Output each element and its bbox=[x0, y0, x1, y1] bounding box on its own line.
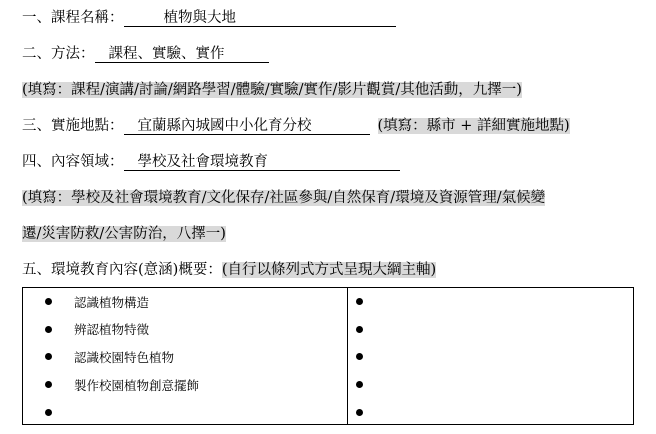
location-field[interactable]: 宜蘭縣內城國中小化育分校 bbox=[124, 116, 370, 135]
outline-right-column bbox=[348, 288, 633, 424]
bullet-icon bbox=[356, 409, 363, 416]
bullet-icon bbox=[356, 298, 363, 305]
bullet-icon bbox=[45, 409, 52, 416]
domain-field[interactable]: 學校及社會環境教育 bbox=[124, 152, 400, 171]
location-note: (填寫：縣市 + 詳細實施地點) bbox=[377, 118, 570, 134]
outline-item[interactable] bbox=[23, 398, 347, 426]
outline-item[interactable]: 製作校園植物創意擺飾 bbox=[23, 371, 347, 399]
bullet-icon bbox=[45, 353, 52, 360]
bullet-icon bbox=[356, 381, 363, 388]
summary-note: (自行以條列式方式呈現大綱主軸) bbox=[221, 262, 437, 278]
method-field[interactable]: 課程、實驗、實作 bbox=[95, 44, 269, 63]
bullet-icon bbox=[356, 353, 363, 360]
bullet-icon bbox=[45, 326, 52, 333]
location-label: 三、實施地點： bbox=[22, 118, 124, 134]
outline-item[interactable] bbox=[348, 316, 633, 344]
method-note: (填寫：課程/演講/討論/網路學習/體驗/實驗/實作/影片觀賞/其他活動，九擇一) bbox=[22, 82, 522, 98]
domain-note-line2: 遷/災害防救/公害防治，八擇一) bbox=[22, 226, 226, 242]
method-row bbox=[22, 44, 269, 64]
outline-item[interactable] bbox=[348, 288, 633, 316]
outline-item[interactable] bbox=[348, 343, 633, 371]
outline-item[interactable]: 辨認植物特徵 bbox=[23, 316, 347, 344]
domain-label: 四、內容領域： bbox=[22, 154, 124, 170]
outline-item[interactable] bbox=[348, 371, 633, 399]
bullet-icon bbox=[45, 298, 52, 305]
course-name-label: 一、課程名稱： bbox=[22, 10, 124, 26]
outline-left-column bbox=[23, 288, 348, 424]
domain-row bbox=[22, 152, 400, 172]
course-name-row bbox=[22, 8, 396, 28]
outline-table bbox=[22, 287, 634, 425]
bullet-icon bbox=[356, 326, 363, 333]
summary-label: 五、環境教育內容(意涵)概要： bbox=[22, 262, 222, 278]
summary-row bbox=[22, 260, 436, 280]
outline-item[interactable]: 認識植物構造 bbox=[23, 288, 347, 316]
outline-item[interactable] bbox=[348, 398, 633, 426]
outline-item[interactable]: 認識校園特色植物 bbox=[23, 343, 347, 371]
location-row bbox=[22, 116, 570, 136]
method-label: 二、方法： bbox=[22, 46, 95, 62]
domain-note-line1: (填寫：學校及社會環境教育/文化保存/社區參與/自然保育/環境及資源管理/氣候變 bbox=[22, 190, 546, 206]
course-name-field[interactable]: 植物與大地 bbox=[124, 8, 396, 27]
bullet-icon bbox=[45, 381, 52, 388]
